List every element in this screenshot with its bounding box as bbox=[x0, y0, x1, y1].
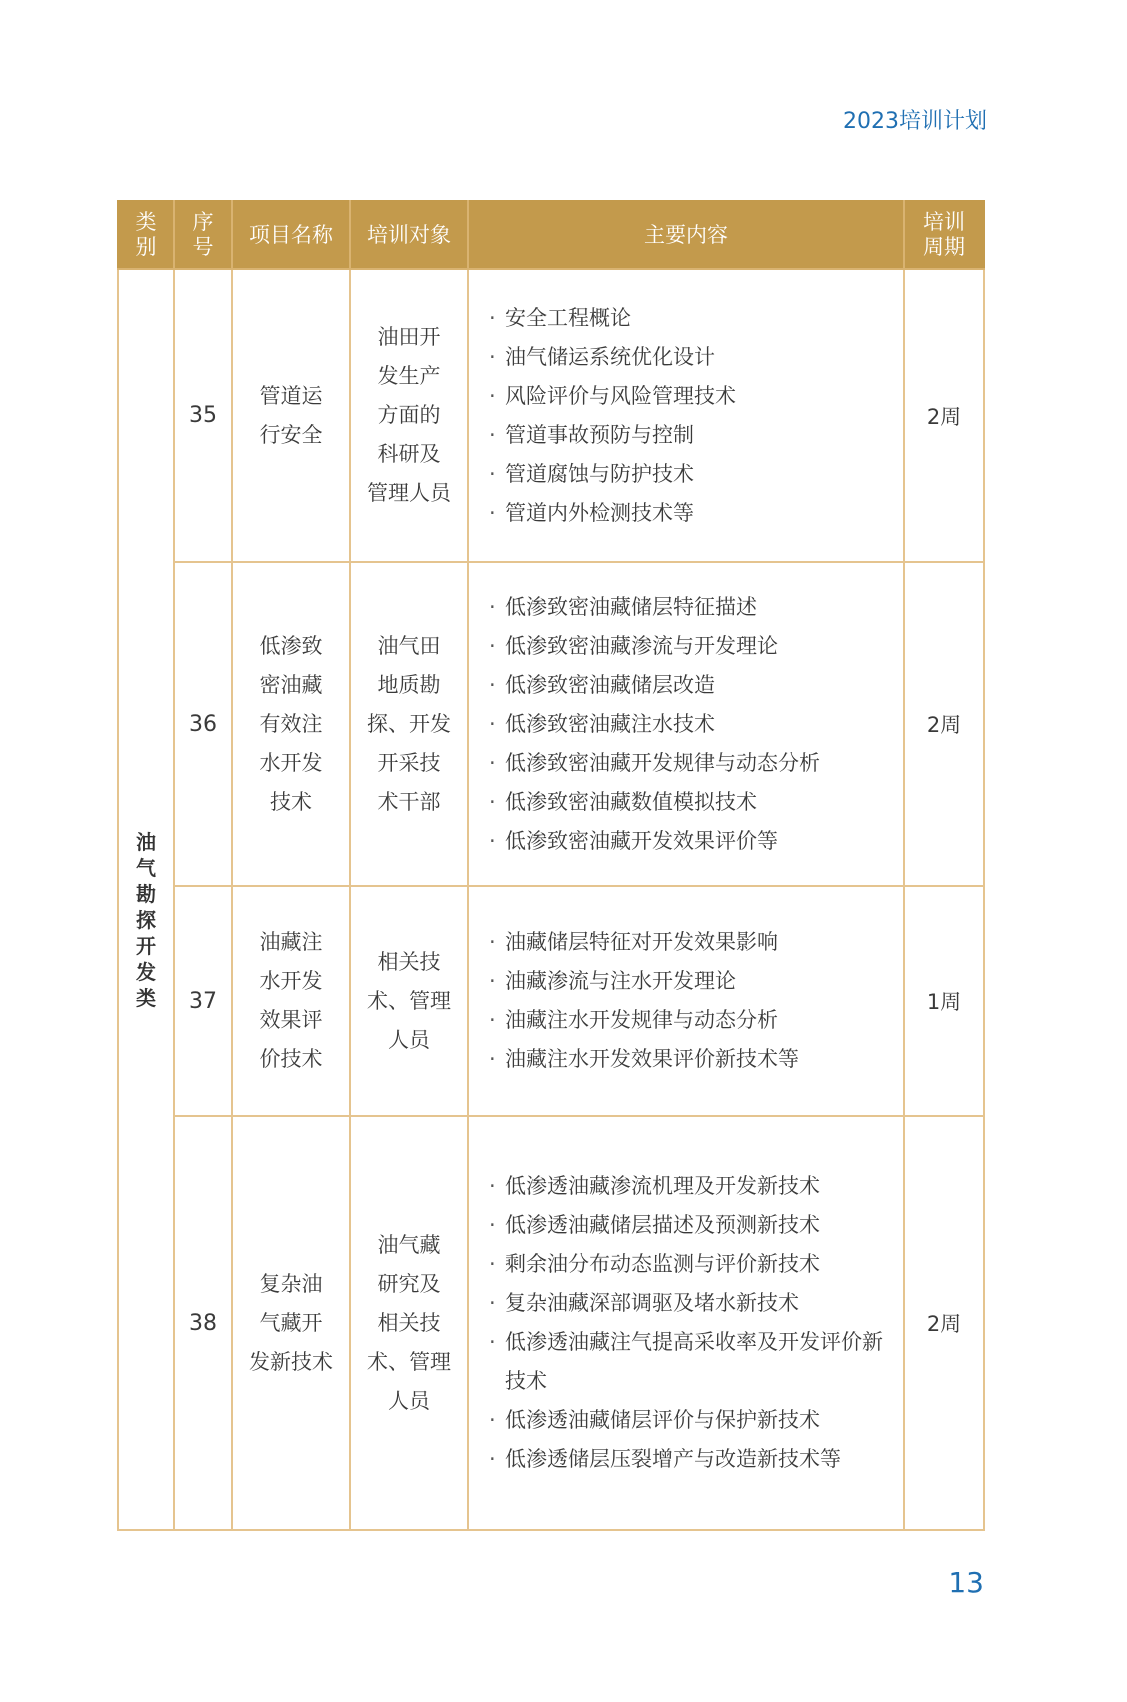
header-content: 主要内容 bbox=[468, 201, 904, 269]
period-cell: 2周 bbox=[904, 562, 984, 886]
project-name-line: 效果评 bbox=[259, 1008, 323, 1032]
target-line: 油气藏 bbox=[377, 1232, 441, 1257]
content-item: · 低渗透油藏渗流机理及开发新技术 bbox=[489, 1167, 903, 1206]
target-line: 管理人员 bbox=[367, 481, 451, 505]
content-item: · 管道内外检测技术等 bbox=[489, 494, 903, 533]
target-cell bbox=[350, 1116, 468, 1530]
content-item: · 管道事故预防与控制 bbox=[489, 416, 903, 455]
content-cell bbox=[468, 1116, 904, 1530]
period-cell: 2周 bbox=[904, 269, 984, 562]
header-category bbox=[118, 201, 174, 269]
content-item: · 低渗致密油藏储层改造 bbox=[489, 666, 903, 705]
content-item: · 风险评价与风险管理技术 bbox=[489, 377, 903, 416]
content-list bbox=[489, 923, 903, 1079]
project-name-line: 水开发 bbox=[259, 969, 323, 993]
project-name-line: 油藏注 bbox=[259, 930, 323, 954]
content-item: · 低渗致密油藏开发规律与动态分析 bbox=[489, 744, 903, 783]
period-cell: 1周 bbox=[904, 886, 984, 1116]
target-line: 相关技 bbox=[377, 949, 441, 974]
target-line: 发生产 bbox=[377, 364, 441, 388]
project-name-line: 技术 bbox=[270, 789, 312, 814]
content-item: · 油藏储层特征对开发效果影响 bbox=[489, 923, 903, 962]
table-row bbox=[118, 269, 984, 562]
content-cell bbox=[468, 269, 904, 562]
table-row bbox=[118, 886, 984, 1116]
project-name-cell bbox=[232, 269, 350, 562]
table-row bbox=[118, 1116, 984, 1530]
header-name: 项目名称 bbox=[232, 201, 350, 269]
target-line: 探、开发 bbox=[367, 711, 451, 736]
content-item: · 安全工程概论 bbox=[489, 299, 903, 338]
target-line: 研究及 bbox=[377, 1271, 441, 1296]
project-name-line: 发新技术 bbox=[249, 1349, 333, 1374]
content-item: · 低渗致密油藏开发效果评价等 bbox=[489, 822, 903, 861]
target-line: 开采技 bbox=[377, 750, 441, 775]
seq-cell: 37 bbox=[174, 886, 232, 1116]
content-list bbox=[489, 1167, 903, 1479]
content-item: · 低渗致密油藏注水技术 bbox=[489, 705, 903, 744]
header-seq-line1: 序 bbox=[192, 210, 214, 234]
header-category-line1: 类 bbox=[135, 210, 157, 234]
target-line: 术干部 bbox=[377, 789, 441, 814]
target-line: 术、管理 bbox=[367, 1349, 451, 1374]
content-item: · 低渗致密油藏储层特征描述 bbox=[489, 588, 903, 627]
training-plan-table bbox=[117, 200, 985, 1531]
project-name-line: 密油藏 bbox=[259, 672, 323, 697]
target-line: 人员 bbox=[388, 1027, 430, 1052]
content-item: · 低渗透油藏注气提高采收率及开发评价新技术 bbox=[489, 1323, 903, 1401]
header-target: 培训对象 bbox=[350, 201, 468, 269]
project-name-line: 复杂油 bbox=[259, 1271, 323, 1296]
content-item: · 油藏注水开发效果评价新技术等 bbox=[489, 1040, 903, 1079]
project-name-line: 水开发 bbox=[259, 750, 323, 775]
header-category-line2: 别 bbox=[135, 235, 157, 259]
target-line: 油田开 bbox=[377, 325, 441, 349]
target-cell bbox=[350, 886, 468, 1116]
content-item: · 低渗致密油藏数值模拟技术 bbox=[489, 783, 903, 822]
content-cell bbox=[468, 886, 904, 1116]
target-line: 术、管理 bbox=[367, 988, 451, 1013]
project-name-line: 行安全 bbox=[259, 422, 323, 447]
header-period bbox=[904, 201, 984, 269]
project-name-line: 低渗致 bbox=[259, 633, 323, 658]
table-row bbox=[118, 562, 984, 886]
project-name-cell bbox=[232, 886, 350, 1116]
target-line: 人员 bbox=[388, 1388, 430, 1413]
content-cell bbox=[468, 562, 904, 886]
target-line: 油气田 bbox=[377, 633, 441, 658]
content-list bbox=[489, 588, 903, 861]
running-head-title: 2023培训计划 bbox=[843, 109, 987, 134]
target-line: 方面的 bbox=[377, 403, 441, 427]
content-list bbox=[489, 299, 903, 533]
content-item: · 复杂油藏深部调驱及堵水新技术 bbox=[489, 1284, 903, 1323]
category-cell bbox=[118, 269, 174, 1530]
content-item: · 管道腐蚀与防护技术 bbox=[489, 455, 903, 494]
project-name-line: 气藏开 bbox=[259, 1310, 323, 1335]
target-cell bbox=[350, 269, 468, 562]
content-item: · 油藏渗流与注水开发理论 bbox=[489, 962, 903, 1001]
table-header-row bbox=[118, 201, 984, 269]
seq-cell: 38 bbox=[174, 1116, 232, 1530]
category-label: 油气勘探开发类 bbox=[136, 829, 156, 1010]
project-name-line: 管道运 bbox=[259, 383, 323, 408]
project-name-line: 价技术 bbox=[259, 1047, 323, 1071]
seq-cell: 36 bbox=[174, 562, 232, 886]
content-item: · 低渗致密油藏渗流与开发理论 bbox=[489, 627, 903, 666]
content-item: · 低渗透储层压裂增产与改造新技术等 bbox=[489, 1440, 903, 1479]
period-cell: 2周 bbox=[904, 1116, 984, 1530]
header-period-line2: 周期 bbox=[923, 235, 965, 259]
target-line: 地质勘 bbox=[377, 672, 441, 697]
content-item: · 油藏注水开发规律与动态分析 bbox=[489, 1001, 903, 1040]
project-name-line: 有效注 bbox=[259, 711, 323, 736]
target-line: 相关技 bbox=[377, 1310, 441, 1335]
project-name-cell bbox=[232, 1116, 350, 1530]
header-period-line1: 培训 bbox=[923, 210, 965, 234]
seq-cell: 35 bbox=[174, 269, 232, 562]
project-name-cell bbox=[232, 562, 350, 886]
content-item: · 低渗透油藏储层描述及预测新技术 bbox=[489, 1206, 903, 1245]
header-seq-line2: 号 bbox=[192, 235, 214, 259]
content-item: · 剩余油分布动态监测与评价新技术 bbox=[489, 1245, 903, 1284]
content-item: · 油气储运系统优化设计 bbox=[489, 338, 903, 377]
page-number: 13 bbox=[948, 1566, 984, 1599]
header-seq bbox=[174, 201, 232, 269]
target-line: 科研及 bbox=[377, 442, 441, 466]
content-item: · 低渗透油藏储层评价与保护新技术 bbox=[489, 1401, 903, 1440]
target-cell bbox=[350, 562, 468, 886]
